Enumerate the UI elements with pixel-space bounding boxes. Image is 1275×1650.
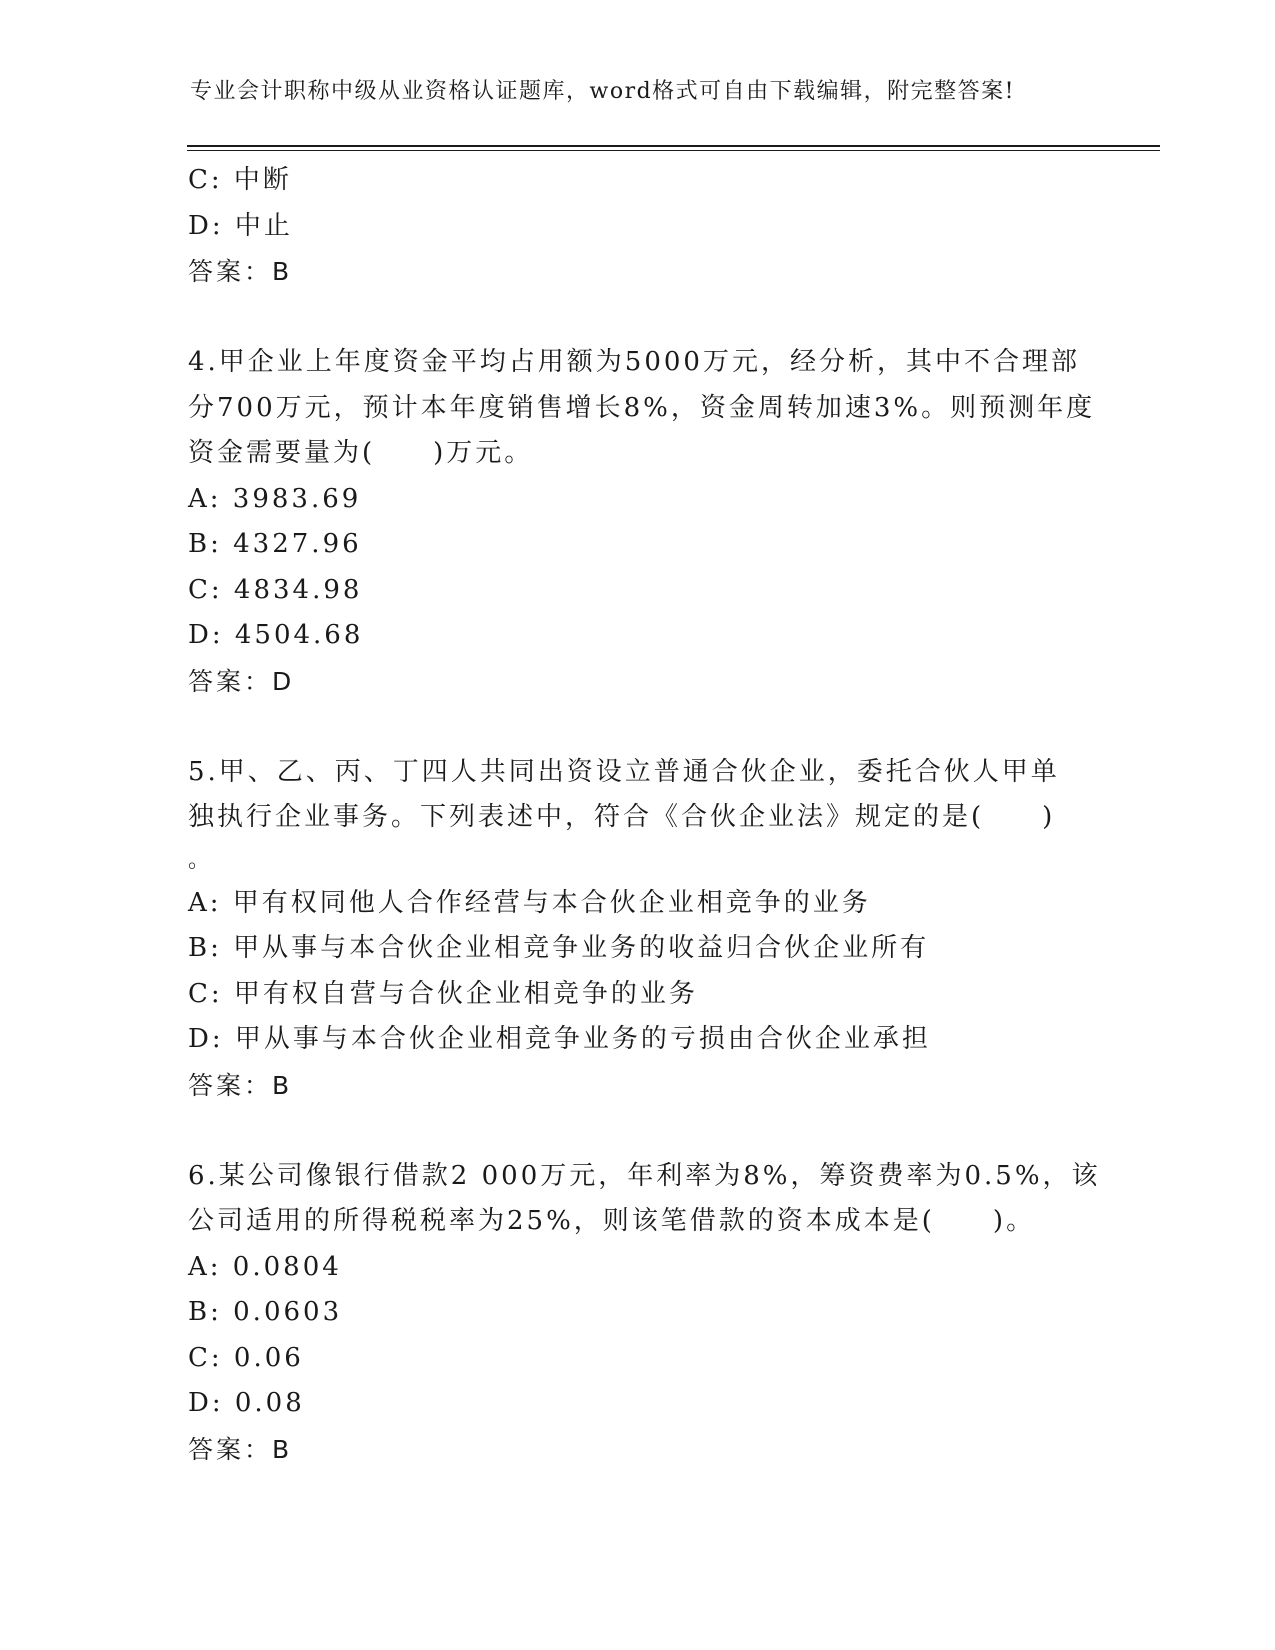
question-text-line: 4.甲企业上年度资金平均占用额为5000万元，经分析，其中不合理部 (188, 347, 1080, 377)
page-header: 专业会计职称中级从业资格认证题库，word格式可自由下载编辑，附完整答案! (190, 79, 1016, 104)
document-body (188, 158, 1101, 1472)
option-d: D: 4504.68 (188, 620, 364, 650)
spacer (188, 295, 1088, 341)
option-a: A: 3983.69 (188, 483, 362, 514)
option-d: D: 中止 (188, 210, 293, 241)
option-a: A: 0.0804 (188, 1251, 342, 1282)
question-text-line: 资金需要量为( )万元。 (188, 438, 534, 468)
option-c: C: 中断 (188, 165, 292, 195)
question-text-line: 独执行企业事务。下列表述中，符合《合伙企业法》规定的是( ) (188, 802, 1056, 832)
question-text-line: 。 (188, 847, 214, 873)
option-a: A: 甲有权同他人合作经营与本合伙企业相竞争的业务 (188, 887, 871, 918)
question-4 (188, 340, 1096, 704)
option-b: B: 4327.96 (188, 529, 362, 559)
header-rule (187, 145, 1160, 151)
answer: 答案：D (188, 666, 295, 696)
answer: 答案：B (188, 257, 293, 286)
spacer (188, 704, 1088, 750)
question-text-line: 6.某公司像银行借款2 000万元，年利率为8%，筹资费率为0.5%，该 (188, 1160, 1101, 1191)
question-5 (188, 750, 1088, 1109)
answer: 答案：B (188, 1070, 293, 1100)
option-c: C: 4834.98 (188, 574, 363, 605)
question-3-fragment (188, 158, 1088, 295)
question-6 (188, 1154, 1101, 1473)
question-text-line: 公司适用的所得税税率为25%，则该笔借款的资本成本是( )。 (188, 1206, 1036, 1236)
answer: 答案：B (188, 1434, 293, 1464)
option-c: C: 甲有权自营与合伙企业相竞争的业务 (188, 978, 698, 1009)
question-text-line: 分700万元，预计本年度销售增长8%，资金周转加速3%。则预测年度 (188, 392, 1096, 423)
option-b: B: 甲从事与本合伙企业相竞争业务的收益归合伙企业所有 (188, 933, 930, 963)
option-d: D: 0.08 (188, 1388, 305, 1418)
spacer (188, 1108, 1088, 1154)
option-b: B: 0.0603 (188, 1297, 343, 1327)
option-c: C: 0.06 (188, 1342, 304, 1373)
question-text-line: 5.甲、乙、丙、丁四人共同出资设立普通合伙企业，委托合伙人甲单 (188, 756, 1060, 787)
option-d: D: 甲从事与本合伙企业相竞争业务的亏损由合伙企业承担 (188, 1024, 931, 1054)
